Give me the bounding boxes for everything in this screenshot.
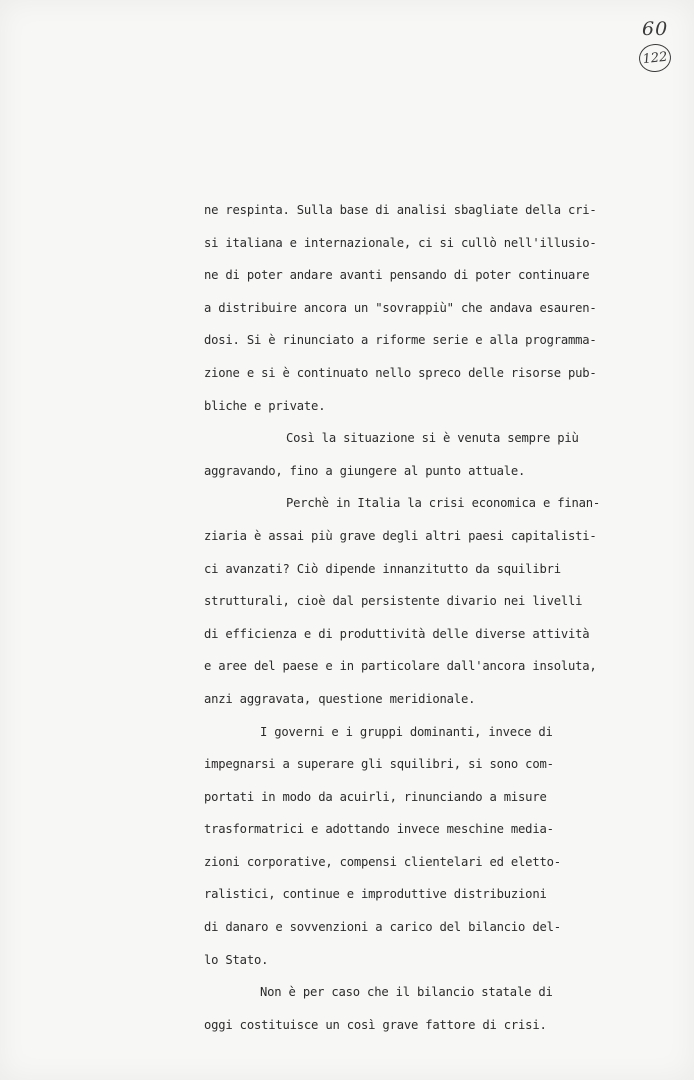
- text-line: impegnarsi a superare gli squilibri, si sono com-: [204, 757, 554, 772]
- paragraph-start-line: I governi e i gruppi dominanti, invece di: [260, 724, 553, 739]
- text-line: zioni corporative, compensi clientelari ed eletto-: [204, 854, 561, 869]
- paragraph-start-line: Perchè in Italia la crisi economica e finan-: [286, 496, 601, 511]
- text-line: oggi costituisce un così grave fattore di crisi.: [204, 1017, 547, 1032]
- text-line: bliche e private.: [204, 398, 326, 413]
- body-text: [204, 194, 644, 1041]
- text-line: portati in modo da acuirli, rinunciando a misure: [204, 789, 547, 804]
- page-number: 60: [642, 18, 669, 40]
- text-line: zione e si è continuato nello spreco delle risorse pub-: [204, 365, 597, 380]
- text-line: ralistici, continue e improduttive distribuzioni: [204, 887, 547, 902]
- text-line: aggravando, fino a giungere al punto attuale.: [204, 463, 526, 478]
- text-line: ne di poter andare avanti pensando di poter continuare: [204, 268, 590, 283]
- text-line: strutturali, cioè dal persistente divario nei livelli: [204, 594, 583, 609]
- text-line: ziaria è assai più grave degli altri paesi capitalisti-: [204, 528, 597, 543]
- text-line: a distribuire ancora un "sovrappiù" che andava esauren-: [204, 300, 597, 315]
- paragraph-start-line: Così la situazione si è venuta sempre più: [286, 431, 579, 446]
- text-line: anzi aggravata, questione meridionale.: [204, 691, 476, 706]
- archive-stamp: [638, 42, 673, 73]
- text-line: e aree del paese e in particolare dall'ancora insoluta,: [204, 659, 597, 674]
- text-line: di danaro e sovvenzioni a carico del bilancio del-: [204, 920, 561, 935]
- text-line: si italiana e internazionale, ci si cullò nell'illusio-: [204, 235, 597, 250]
- text-line: di efficienza e di produttività delle diverse attività: [204, 626, 590, 641]
- text-line: trasformatrici e adottando invece meschine media-: [204, 822, 554, 837]
- stamp-number: 122: [641, 49, 669, 67]
- text-line: dosi. Si è rinunciato a riforme serie e alla programma-: [204, 333, 597, 348]
- text-line: ci avanzati? Ciò dipende innanzitutto da squilibri: [204, 561, 561, 576]
- paragraph-start-line: Non è per caso che il bilancio statale di: [260, 985, 553, 1000]
- text-line: lo Stato.: [204, 952, 269, 967]
- text-line: ne respinta. Sulla base di analisi sbagliate della cri-: [204, 203, 597, 217]
